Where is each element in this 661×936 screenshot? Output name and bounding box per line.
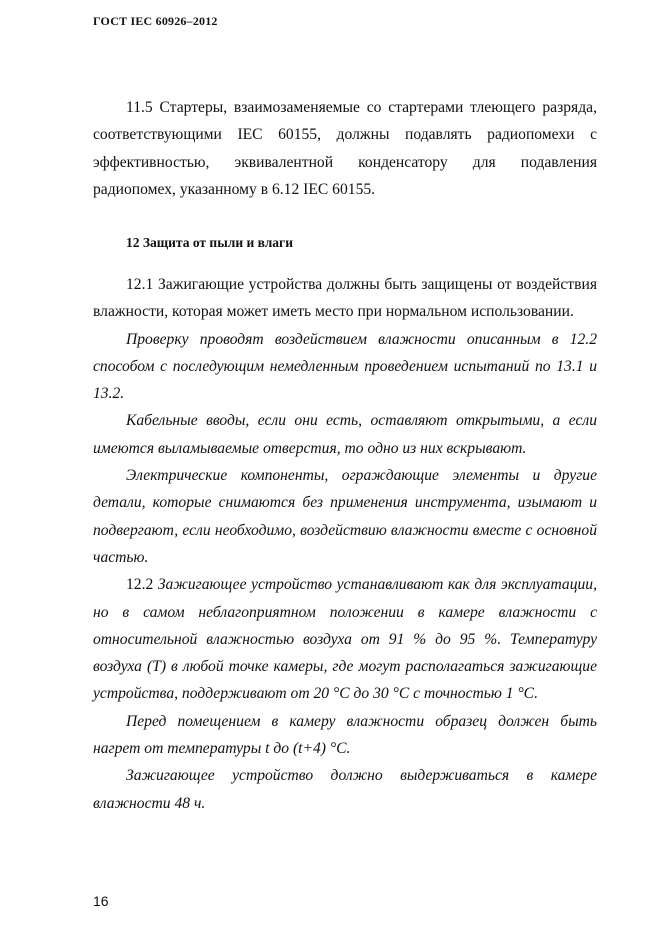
paragraph-12-2 [93,571,597,707]
document-header: ГОСТ IEC 60926–2012 [93,14,218,28]
page-number: 16 [93,893,109,909]
section-12-heading [93,229,597,256]
section-12-title: 12 Защита от пыли и влаги [126,235,293,250]
paragraph-12-2-hold: Зажигающее устройство должно выдерживаться в камере влажности 48 ч. [93,767,597,812]
paragraph-12-1: 12.1 Зажигающие устройства должны быть защищены от воздействия влажности, которая может иметь место при нормальном использовании. [93,276,597,321]
paragraph-12-1-cable: Кабельные вводы, если они есть, оставляют открытыми, а если имеются выламываемые отверстия, то одно из них вскрывают. [93,412,597,457]
clause-12-2-number: 12.2 [126,576,154,594]
paragraph-12-1-electric: Электрические компоненты, ограждающие элементы и другие детали, которые снимаются без применения инструмента, изымают и подвергают, если необходимо, воздействию влажности вместе с основной частью. [93,467,597,566]
paragraph-12-2-heat: Перед помещением в камеру влажности образец должен быть нагрет от температуры t до (t+4) °С. [93,712,597,758]
paragraph-12-1-check: Проверку проводят воздействием влажности описанным в 12.2 способом с последующим немедленным проведением испытаний по 13.1 и 13.2. [93,330,597,403]
clause-11-5 [93,94,597,203]
section-12-body [93,271,597,817]
paragraph-11-5: 11.5 Стартеры, взаимозаменяемые со стартерами тлеющего разряда, соответствующими IEC 60155, должны подавлять радиопомехи с эффективностью, эквивалентной конденсатору для подавления радиопомех, указанному в 6.12 IEC 60155. [93,99,597,198]
clause-12-2-text: Зажигающее устройство устанавливают как для эксплуатации, но в самом неблагоприятном положении в камере влажности с относительной влажностью воздуха от 91 % до 95 %. Температуру воздуха (Т) в любой точке камеры, где могут располагаться зажигающие устройства, поддерживают от 20 °С до 30 °С с точностью 1 °С. [93,576,597,703]
